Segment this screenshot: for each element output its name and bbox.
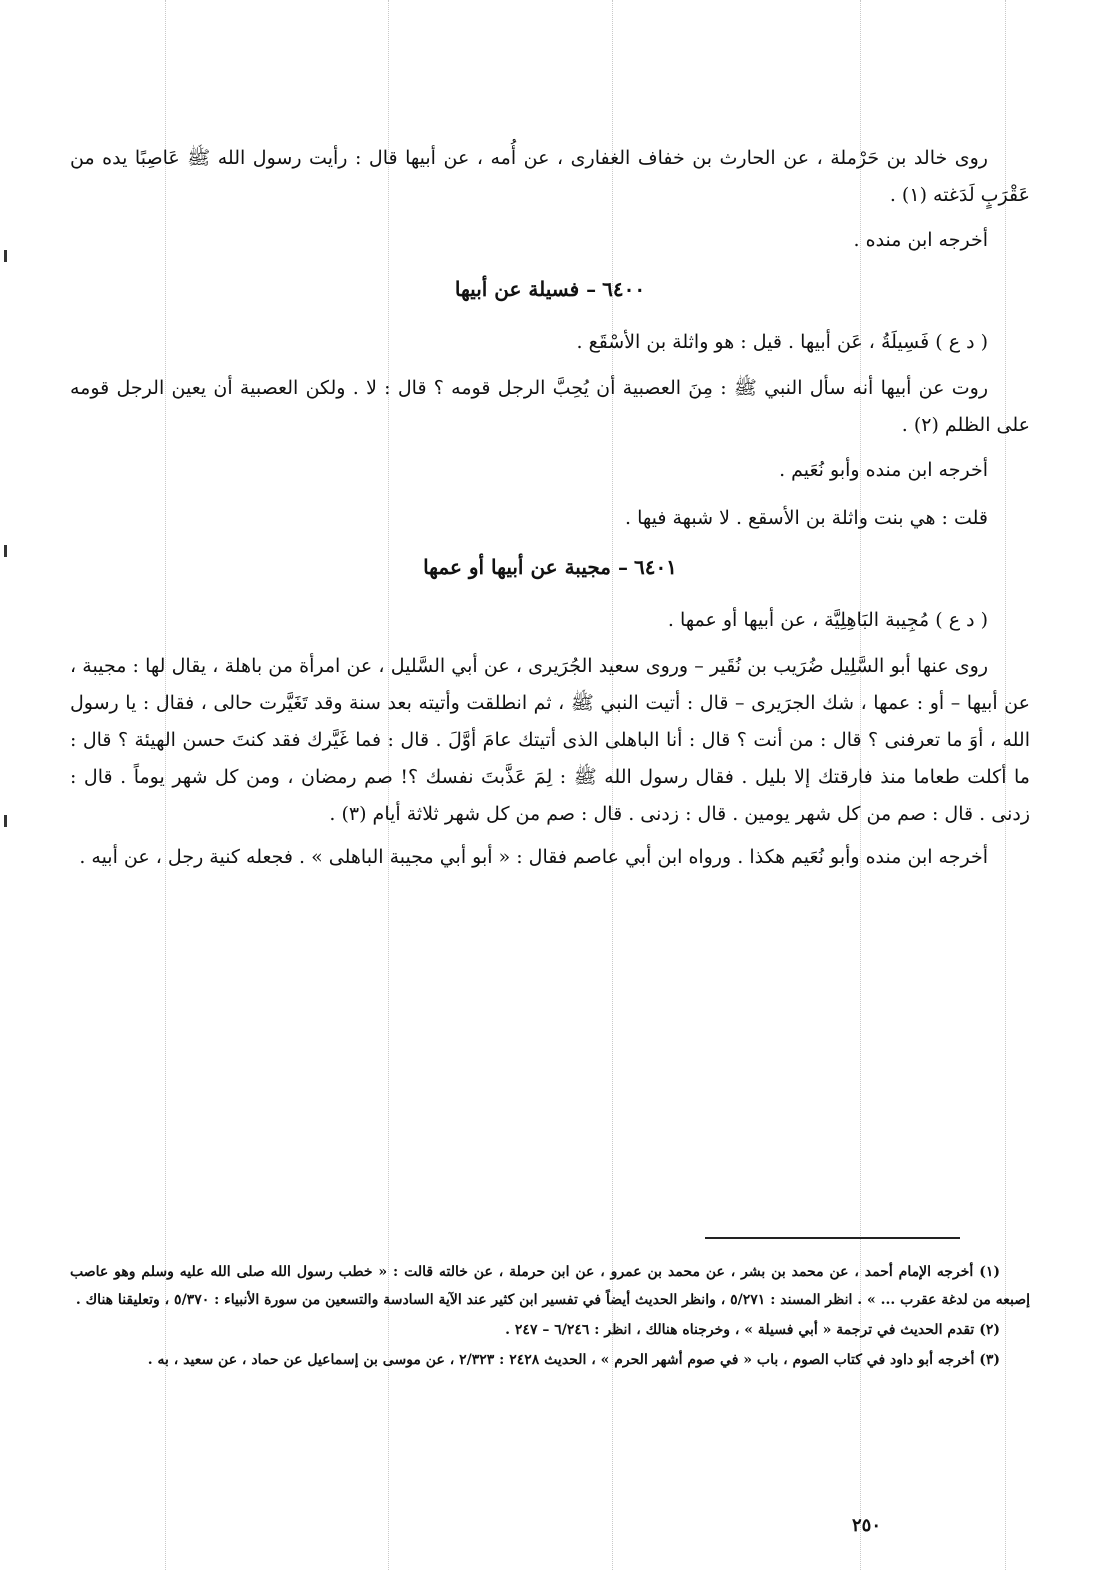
paragraph: ( د ع ) فَسِيلَةُ ، عَن أبيها . قيل : هو واثلة بن الأسْقَع . [576,331,988,353]
source-line: أخرجه ابن منده وأبو نُعَيم . [779,459,988,481]
entry-title: – فسيلة عن أبيها [454,277,597,301]
entry-title: – مجيبة عن أبيها أو عمها [423,555,628,579]
scan-mark [4,815,7,827]
paragraph: روى خالد بن حَرْملة ، عن الحارث بن خفاف الغفارى ، عن أُمه ، عن أبيها قال : رأيت رسول الله ﷺ عَاصِبًا يده من عَقْرَبٍ لَدَغته (١) . [70,147,1030,206]
footnotes [70,1258,1030,1376]
paragraph: ( د ع ) مُجِيبة البَاهِلِيَّة ، عن أبيها أو عمها . [667,609,988,631]
paragraph: روى عنها أبو السَّلِيل ضُرَيب بن نُقَير – وروى سعيد الجُرَيرى ، عن أبي السَّليل ، عن امرأة من باهلة ، يقال لها : مجيبة ، عن أبيها – أو : عمها ، شك الجرَيرى – قال : أتيت النبي ﷺ ، ثم انطلقت وأتيته بعد سنة وقد تَغَيَّرت حالى ، فقال : يا رسول الله ، أوَ ما تعرفنى ؟ قال : من أنت ؟ قال : أنا الباهلى الذى أتيتك عامَ أوَّلَ . قال : فما غَيَّرك فقد كنتَ حسن الهيئة ؟ قال : ما أكلت طعاما منذ فارقتك إلا بليل . فقال رسول الله ﷺ : لِمَ عَذَّبتَ نفسك ؟! صم رمضان ، ومن كل شهر يوماً . قال : زدنى . قال : صم من كل شهر يومين . قال : زدنى . قال : صم من كل شهر ثلاثة أيام (٣) . [70,655,1030,825]
entry-number: ٦٤٠١ [633,555,677,579]
entry-heading [70,268,1030,310]
footnote: (٢) تقدم الحديث في ترجمة « أبي فسيلة » ، وخرجناه هنالك ، انظر : ٦/٢٤٦ – ٢٤٧ . [505,1322,1000,1338]
footnote: (٣) أخرجه أبو داود في كتاب الصوم ، باب « في صوم أشهر الحرم » ، الحديث ٢٤٢٨ : ٢/٣٢٣ ، عن موسى بن إسماعيل عن حماد ، عن سعيد ، به . [147,1352,1000,1368]
main-text [70,140,1030,882]
entry-number: ٦٤٠٠ [602,277,646,301]
note-line: قلت : هي بنت واثلة بن الأسقع . لا شبهة فيها . [624,507,988,529]
paragraph: أخرجه ابن منده وأبو نُعَيم هكذا . ورواه ابن أبي عاصم فقال : « أبو أبي مجيبة الباهلى » . فجعله كنية رجل ، عن أبيه . [79,846,988,868]
page-number: ٢٥٠ [852,1515,882,1536]
source-line: أخرجه ابن منده . [853,229,988,251]
footnote-divider [705,1237,960,1239]
scan-mark [4,545,7,557]
footnote: (١) أخرجه الإمام أحمد ، عن محمد بن بشر ، عن محمد بن عمرو ، عن ابن حرملة ، عن خالته قالت : « خطب رسول الله صلى الله عليه وسلم وهو عاصب إصبعه من لدغة عقرب ... » . انظر المسند : ٥/٢٧١ ، وانظر الحديث أيضاً في تفسير ابن كثير عند الآية السادسة والتسعين من سورة الأنبياء : ٥/٣٧٠ ، وتعليقنا هناك . [70,1264,1030,1308]
entry-heading [70,546,1030,588]
paragraph: روت عن أبيها أنه سأل النبي ﷺ : مِنَ العصبية أن يُحِبَّ الرجل قومه ؟ قال : لا . ولكن العصبية أن يعين الرجل قومه على الظلم (٢) . [70,377,1030,436]
scan-mark [4,250,7,262]
